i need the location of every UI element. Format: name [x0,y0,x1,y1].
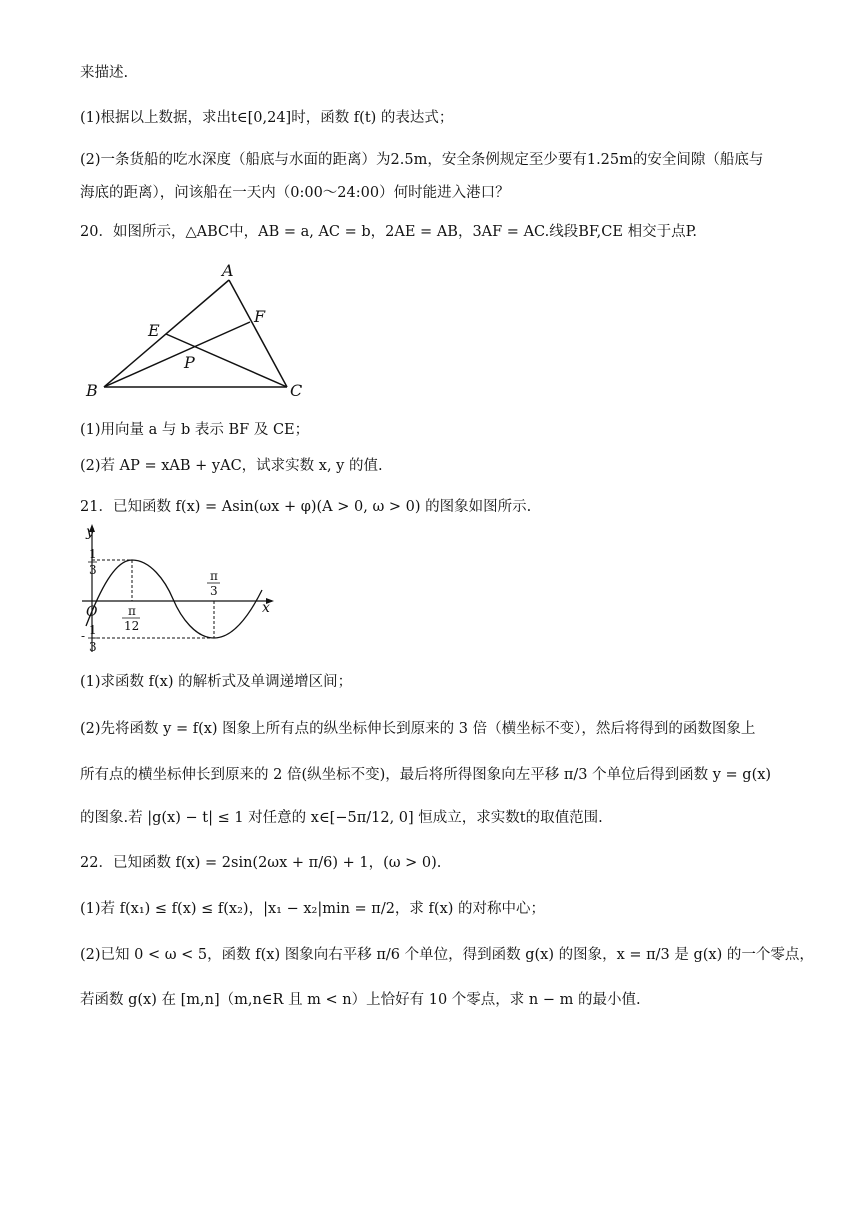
x-tick-pi3-den: 3 [210,584,218,598]
y-tick-neg-third-num: 1 [89,623,97,637]
y-tick-neg-sign: - [81,629,86,643]
question-20-stem: 20．如图所示，△ABC中，AB = a, AC = b，2AE = AB，3AF = AC.线段BF,CE 相交于点P. [80,224,698,240]
y-tick-neg-third-den: 3 [89,640,97,654]
origin-label: O [86,604,98,620]
x-axis-label: x [262,600,270,616]
x-tick-pi12-num: π [128,604,136,618]
y-axis-label: y [86,524,94,540]
point-label-P: P [184,353,195,372]
x-tick-pi3-num: π [210,569,218,583]
sine-curve [86,560,262,638]
question-22-part-2: (2)已知 0 < ω < 5，函数 f(x) 图象向右平移 π/6 个单位，得到函数 g(x) 的图象，x = π/3 是 g(x) 的一个零点， [80,947,814,963]
y-tick-pos-third-num: 1 [89,547,97,561]
triangle-figure [84,260,314,402]
question-20-part-2: (2)若 AP = xAB + yAC，试求实数 x, y 的值. [80,458,383,474]
x-tick-pi12-den: 12 [124,619,140,633]
vertex-label-C: C [290,381,303,400]
question-22-part-2-cont: 若函数 g(x) 在 [m,n]（m,n∈R 且 m < n）上恰好有 10 个零点，求 n − m 的最小值. [80,992,641,1008]
question-19-part-1: (1)根据以上数据，求出t∈[0,24]时，函数 f(t) 的表达式； [80,110,454,126]
question-19-part-2: (2)一条货船的吃水深度（船底与水面的距离）为2.5m，安全条例规定至少要有1.25m的安全间隙（船底与 [80,152,764,168]
question-21-stem: 21．已知函数 f(x) = Asin(ωx + φ)(A > 0, ω > 0) 的图象如图所示. [80,499,532,515]
question-20-part-1: (1)用向量 a 与 b 表示 BF 及 CE； [80,422,310,438]
text-line: 来描述. [80,65,129,81]
y-tick-pos-third-den: 3 [89,563,97,577]
point-label-F: F [254,307,266,326]
question-21-part-2: (2)先将函数 y = f(x) 图象上所有点的纵坐标伸长到原来的 3 倍（横坐标不变），然后将得到的函数图象上 [80,721,756,737]
question-19-part-2-cont: 海底的距离），问该船在一天内（0:00～24:00）何时能进入港口？ [80,185,510,201]
sine-graph-figure [80,520,280,655]
question-22-part-1: (1)若 f(x₁) ≤ f(x) ≤ f(x₂)，|x₁ − x₂|min = π/2，求 f(x) 的对称中心； [80,901,546,917]
vertex-label-B: B [86,381,98,400]
vertex-label-A: A [222,261,234,280]
question-21-part-2-cont2: 的图象.若 |g(x) − t| ≤ 1 对任意的 x∈[−5π/12, 0] 恒成立，求实数t的取值范围. [80,810,603,826]
question-22-stem: 22．已知函数 f(x) = 2sin(2ωx + π/6) + 1，(ω > 0). [80,855,442,871]
question-21-part-1: (1)求函数 f(x) 的解析式及单调递增区间； [80,674,353,690]
question-21-part-2-cont: 所有点的横坐标伸长到原来的 2 倍(纵坐标不变)，最后将所得图象向左平移 π/3 个单位后得到函数 y = g(x) [80,767,772,783]
point-label-E: E [148,321,160,340]
